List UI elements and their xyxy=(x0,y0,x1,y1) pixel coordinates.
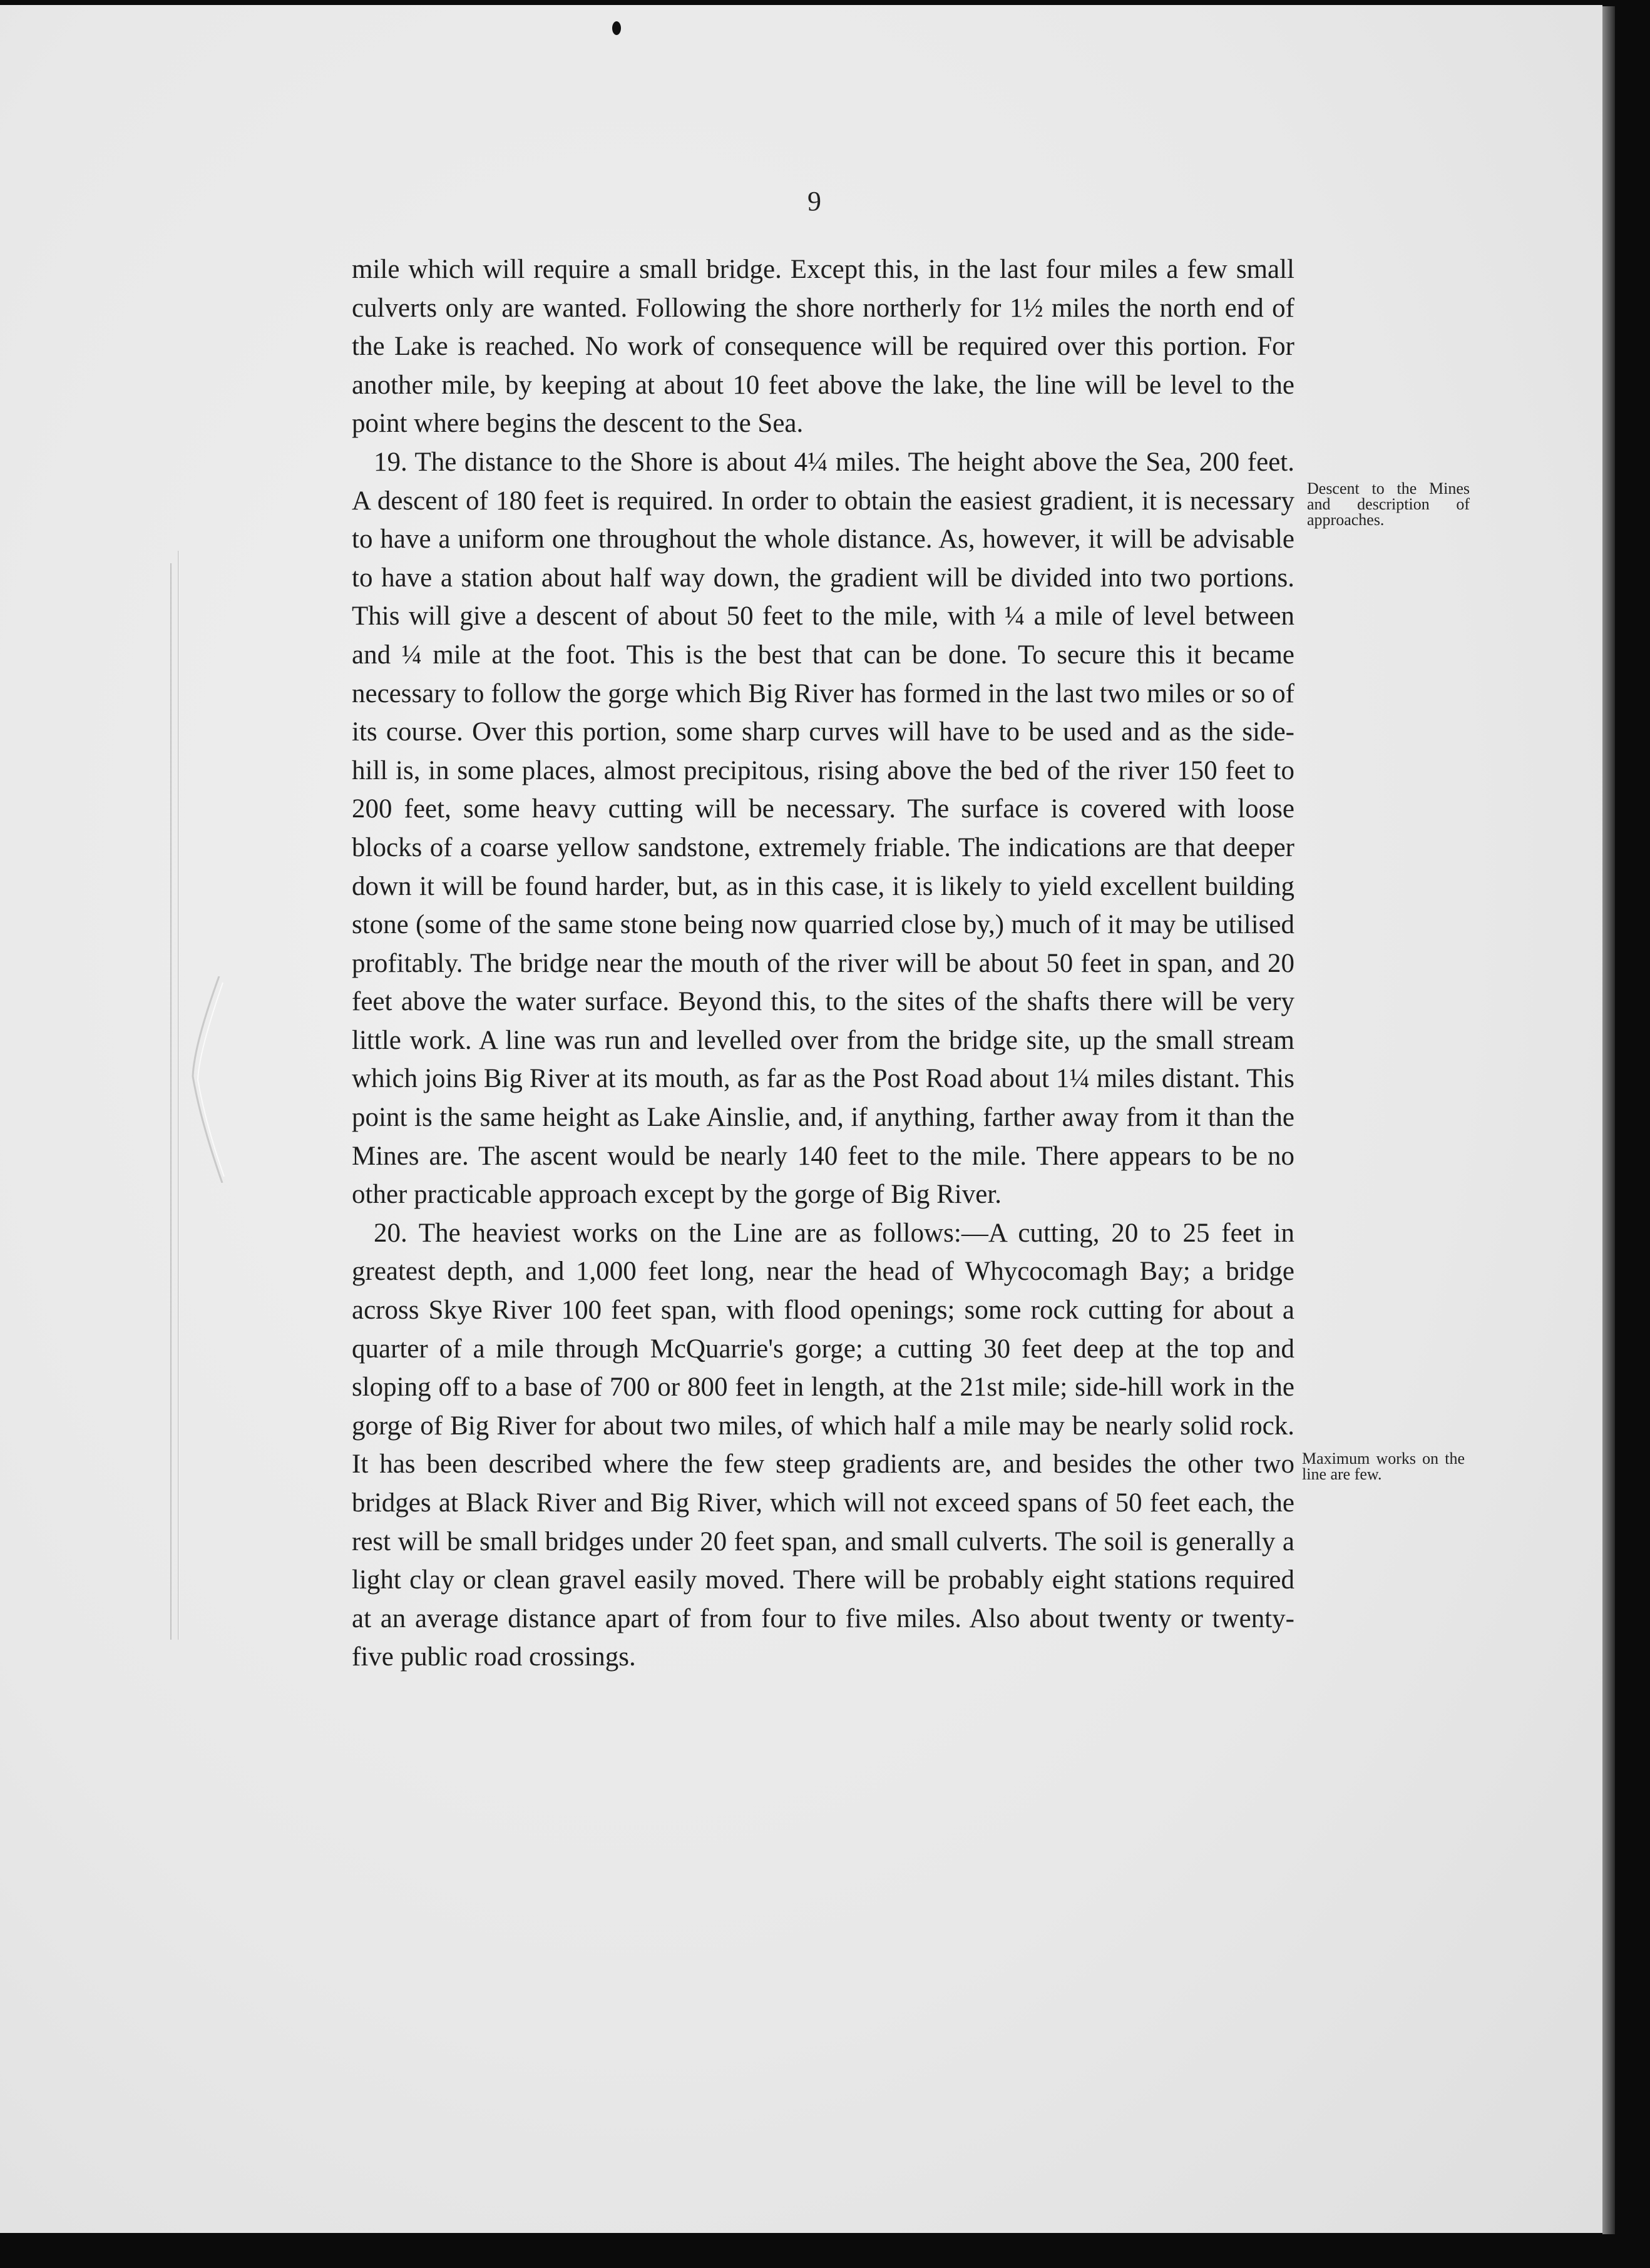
ink-blot xyxy=(612,21,621,35)
binding-crease xyxy=(170,563,173,1640)
page-edge-shadow xyxy=(1602,6,1615,2234)
paragraph-20: 20. The heaviest works on the Line are as follows:—A cutting, 20 to 25 feet in greatest depth, and 1,000 feet long, near the head of Whycocomagh Bay; a bridge across Skye River 100 feet span, with flood openings; some rock cutting for about a quarter of a mile through McQuarrie's gorge; a cutting 30 feet deep at the top and sloping off to a base of 700 or 800 feet in length, at the 21st mile; side-hill work in the gorge of Big River for about two miles, of which half a mile may be nearly solid rock. It has been described where the few steep gradients are, and besides the other two bridges at Black River and Big River, which will not exceed spans of 50 feet each, the rest will be small bridges under 20 feet span, and small culverts. The soil is generally a light clay or clean gravel easily moved. There will be probably eight stations required at an average distance apart of from four to five miles. Also about twenty or twenty-five public road crossings. xyxy=(352,1218,1294,1672)
paper-wrinkle xyxy=(188,976,225,1183)
margin-note-descent: Descent to the Mines and description of approaches. xyxy=(1307,479,1470,529)
margin-note-maximum-works: Maximum works on the line are few. xyxy=(1302,1449,1465,1483)
paragraph-19: 19. The distance to the Shore is about 4¼ miles. The height above the Sea, 200 feet. A descent of 180 feet is required. In order to obtain the easiest gradient, it is necessary to have a uniform one throughout the whole distance. As, however, it will be advisable to have a station about half way down, the gradient will be divided into two portions. This will give a descent of about 50 feet to the mile, with ¼ a mile of level between and ¼ mile at the foot. This is the best that can be done. To secure this it became necessary to follow the gorge which Big River has formed in the last two miles or so of its course. Over this portion, some sharp curves will have to be used and as the side-hill is, in some places, almost precipitous, rising above the bed of the river 150 feet to 200 feet, some heavy cutting will be necessary. The surface is covered with loose blocks of a coarse yellow sandstone, extremely friable. The indications are that deeper down it will be found harder, but, as in this case, it is likely to yield excellent building stone (some of the same stone being now quarried close by,) much of it may be utilised profitably. The bridge near the mouth of the river will be about 50 feet in span, and 20 feet above the water surface. Beyond this, to the sites of the shafts there will be very little work. A line was run and levelled over from the bridge site, up the small stream which joins Big River at its mouth, as far as the Post Road about 1¼ miles distant. This point is the same height as Lake Ainslie, and, if anything, farther away from it than the Mines are. The ascent would be nearly 140 feet to the mile. There appears to be no other practicable approach except by the gorge of Big River. xyxy=(352,447,1294,1210)
main-text-column xyxy=(352,250,1294,1677)
paragraph-continuation: mile which will require a small bridge. Except this, in the last four miles a few small culverts only are wanted. Following the shore northerly for 1½ miles the north end of the Lake is reached. No work of consequence will be required over this portion. For another mile, by keeping at about 10 feet above the lake, the line will be level to the point where begins the descent to the Sea. xyxy=(352,255,1294,439)
binding-crease-shadow xyxy=(178,551,180,1640)
page-number: 9 xyxy=(807,186,821,217)
